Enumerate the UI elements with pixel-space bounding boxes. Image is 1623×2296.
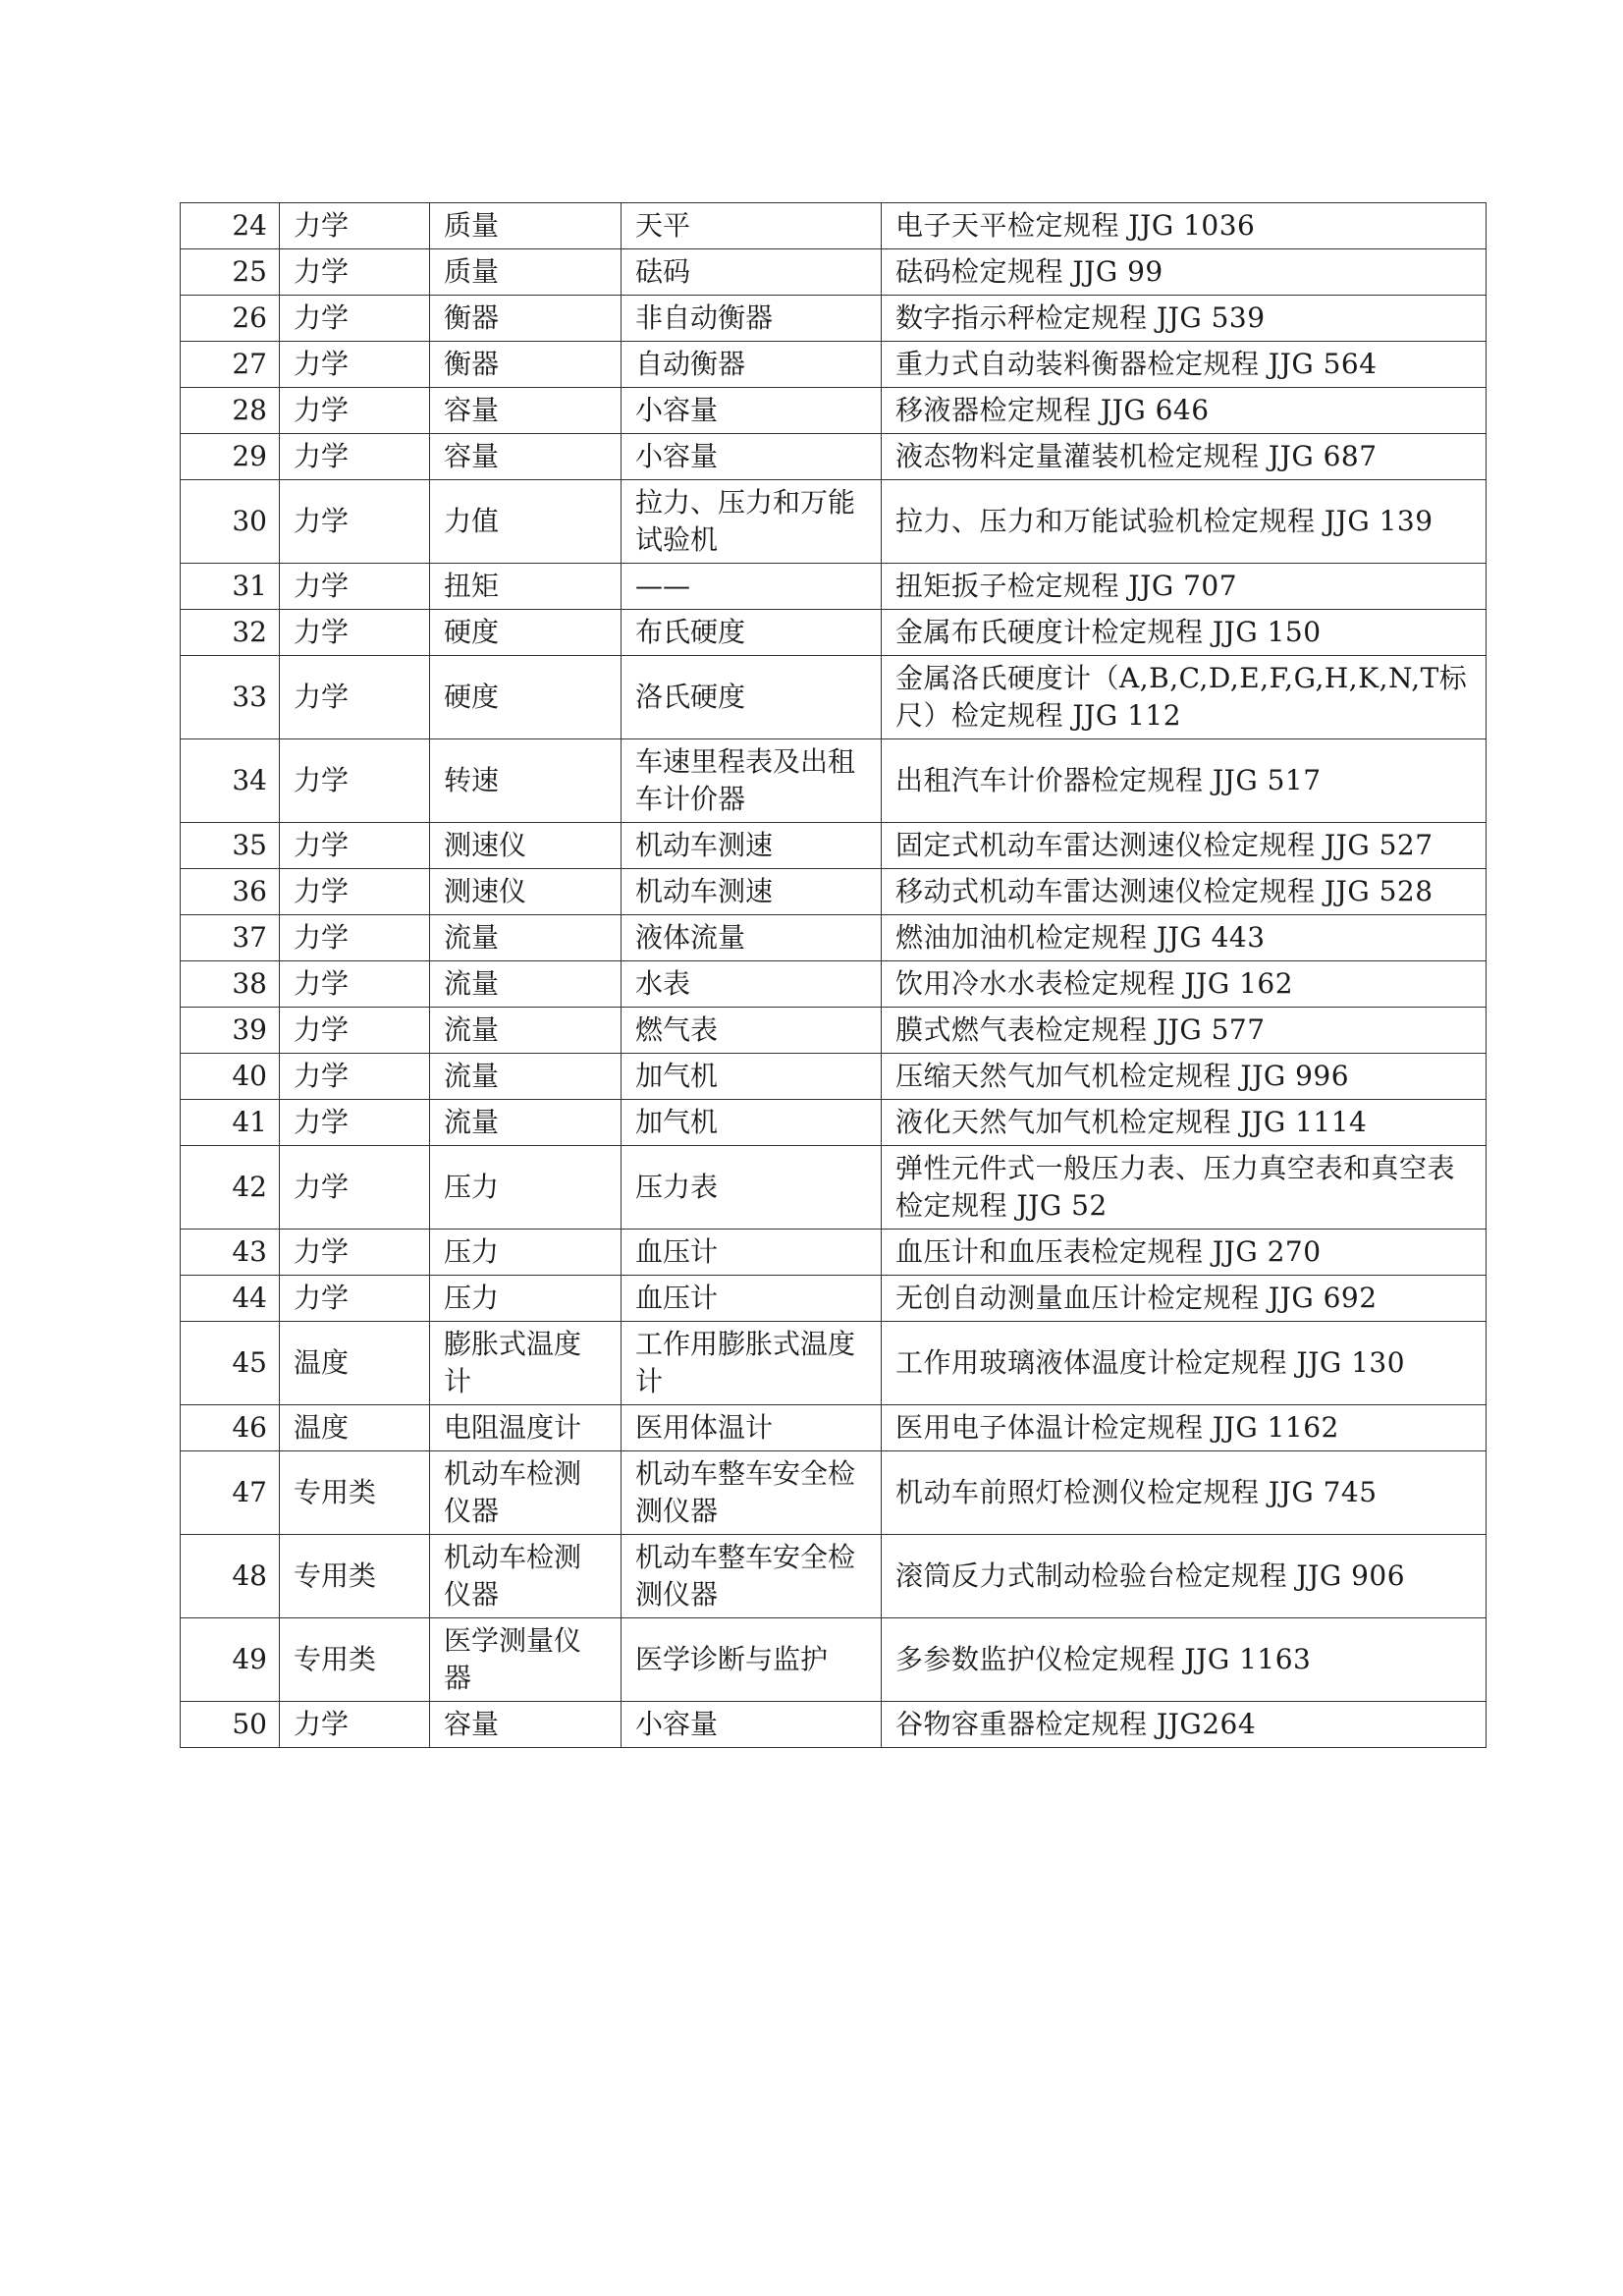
field-cell: 专用类 (280, 1451, 430, 1535)
standard-cell: 液化天然气加气机检定规程 JJG 1114 (882, 1100, 1487, 1146)
category-cell: 电阻温度计 (430, 1405, 622, 1451)
table-row (181, 915, 1487, 961)
field-cell: 专用类 (280, 1535, 430, 1618)
field-cell: 力学 (280, 434, 430, 480)
item-cell: 血压计 (622, 1276, 882, 1322)
category-cell: 容量 (430, 434, 622, 480)
item-cell: 小容量 (622, 388, 882, 434)
standard-cell: 移液器检定规程 JJG 646 (882, 388, 1487, 434)
category-cell: 机动车检测仪器 (430, 1451, 622, 1535)
item-cell: 小容量 (622, 434, 882, 480)
category-cell: 流量 (430, 1054, 622, 1100)
table-row (181, 342, 1487, 388)
row-number-cell: 39 (181, 1008, 280, 1054)
field-cell: 力学 (280, 961, 430, 1008)
table-row (181, 1535, 1487, 1618)
item-cell: 机动车测速 (622, 823, 882, 869)
table-row (181, 1276, 1487, 1322)
item-cell: 自动衡器 (622, 342, 882, 388)
field-cell: 力学 (280, 388, 430, 434)
item-cell: 拉力、压力和万能试验机 (622, 480, 882, 564)
field-cell: 力学 (280, 656, 430, 739)
standard-cell: 饮用冷水水表检定规程 JJG 162 (882, 961, 1487, 1008)
standard-cell: 金属布氏硬度计检定规程 JJG 150 (882, 610, 1487, 656)
field-cell: 力学 (280, 915, 430, 961)
row-number-cell: 34 (181, 739, 280, 823)
category-cell: 转速 (430, 739, 622, 823)
table-row (181, 1008, 1487, 1054)
table-row (181, 249, 1487, 296)
table-body (181, 203, 1487, 1748)
standard-cell: 液态物料定量灌装机检定规程 JJG 687 (882, 434, 1487, 480)
category-cell: 流量 (430, 915, 622, 961)
table-row (181, 434, 1487, 480)
row-number-cell: 28 (181, 388, 280, 434)
table-row (181, 961, 1487, 1008)
standard-cell: 血压计和血压表检定规程 JJG 270 (882, 1230, 1487, 1276)
table-row (181, 656, 1487, 739)
field-cell: 温度 (280, 1405, 430, 1451)
field-cell: 力学 (280, 739, 430, 823)
row-number-cell: 48 (181, 1535, 280, 1618)
field-cell: 力学 (280, 1100, 430, 1146)
standard-cell: 燃油加油机检定规程 JJG 443 (882, 915, 1487, 961)
standard-cell: 谷物容重器检定规程 JJG264 (882, 1702, 1487, 1748)
item-cell: 车速里程表及出租车计价器 (622, 739, 882, 823)
row-number-cell: 45 (181, 1322, 280, 1405)
row-number-cell: 26 (181, 296, 280, 342)
item-cell: 非自动衡器 (622, 296, 882, 342)
table-row (181, 296, 1487, 342)
category-cell: 力值 (430, 480, 622, 564)
category-cell: 扭矩 (430, 564, 622, 610)
field-cell: 力学 (280, 342, 430, 388)
item-cell: 燃气表 (622, 1008, 882, 1054)
category-cell: 流量 (430, 961, 622, 1008)
field-cell: 力学 (280, 480, 430, 564)
item-cell: 压力表 (622, 1146, 882, 1230)
item-cell: 洛氏硬度 (622, 656, 882, 739)
category-cell: 压力 (430, 1276, 622, 1322)
row-number-cell: 27 (181, 342, 280, 388)
row-number-cell: 35 (181, 823, 280, 869)
item-cell: 医用体温计 (622, 1405, 882, 1451)
field-cell: 力学 (280, 1702, 430, 1748)
standard-cell: 无创自动测量血压计检定规程 JJG 692 (882, 1276, 1487, 1322)
item-cell: 天平 (622, 203, 882, 249)
row-number-cell: 41 (181, 1100, 280, 1146)
category-cell: 质量 (430, 249, 622, 296)
standard-cell: 固定式机动车雷达测速仪检定规程 JJG 527 (882, 823, 1487, 869)
category-cell: 容量 (430, 1702, 622, 1748)
table-row (181, 610, 1487, 656)
item-cell: 加气机 (622, 1054, 882, 1100)
row-number-cell: 38 (181, 961, 280, 1008)
row-number-cell: 25 (181, 249, 280, 296)
row-number-cell: 47 (181, 1451, 280, 1535)
category-cell: 衡器 (430, 342, 622, 388)
row-number-cell: 42 (181, 1146, 280, 1230)
row-number-cell: 24 (181, 203, 280, 249)
standard-cell: 砝码检定规程 JJG 99 (882, 249, 1487, 296)
table-row (181, 869, 1487, 915)
item-cell: 机动车测速 (622, 869, 882, 915)
item-cell: 医学诊断与监护 (622, 1618, 882, 1702)
standard-cell: 医用电子体温计检定规程 JJG 1162 (882, 1405, 1487, 1451)
row-number-cell: 44 (181, 1276, 280, 1322)
row-number-cell: 37 (181, 915, 280, 961)
table-row (181, 1054, 1487, 1100)
field-cell: 力学 (280, 1054, 430, 1100)
item-cell: 液体流量 (622, 915, 882, 961)
item-cell: 机动车整车安全检测仪器 (622, 1451, 882, 1535)
table-row (181, 1405, 1487, 1451)
row-number-cell: 36 (181, 869, 280, 915)
category-cell: 测速仪 (430, 823, 622, 869)
item-cell: 加气机 (622, 1100, 882, 1146)
category-cell: 容量 (430, 388, 622, 434)
category-cell: 压力 (430, 1230, 622, 1276)
table-row (181, 1702, 1487, 1748)
field-cell: 力学 (280, 1146, 430, 1230)
table-row (181, 203, 1487, 249)
table-row (181, 480, 1487, 564)
item-cell: 布氏硬度 (622, 610, 882, 656)
field-cell: 力学 (280, 249, 430, 296)
category-cell: 质量 (430, 203, 622, 249)
standard-cell: 工作用玻璃液体温度计检定规程 JJG 130 (882, 1322, 1487, 1405)
item-cell: 砝码 (622, 249, 882, 296)
field-cell: 力学 (280, 1008, 430, 1054)
field-cell: 力学 (280, 869, 430, 915)
table-row (181, 388, 1487, 434)
field-cell: 力学 (280, 823, 430, 869)
category-cell: 医学测量仪器 (430, 1618, 622, 1702)
table-row (181, 1230, 1487, 1276)
row-number-cell: 40 (181, 1054, 280, 1100)
row-number-cell: 32 (181, 610, 280, 656)
standard-cell: 机动车前照灯检测仪检定规程 JJG 745 (882, 1451, 1487, 1535)
field-cell: 专用类 (280, 1618, 430, 1702)
field-cell: 力学 (280, 564, 430, 610)
item-cell: 机动车整车安全检测仪器 (622, 1535, 882, 1618)
standard-cell: 弹性元件式一般压力表、压力真空表和真空表检定规程 JJG 52 (882, 1146, 1487, 1230)
item-cell: 水表 (622, 961, 882, 1008)
table-row (181, 1322, 1487, 1405)
table-row (181, 1451, 1487, 1535)
table-row (181, 1100, 1487, 1146)
category-cell: 膨胀式温度计 (430, 1322, 622, 1405)
item-cell: 小容量 (622, 1702, 882, 1748)
row-number-cell: 49 (181, 1618, 280, 1702)
item-cell: 工作用膨胀式温度计 (622, 1322, 882, 1405)
standard-cell: 扭矩扳子检定规程 JJG 707 (882, 564, 1487, 610)
category-cell: 机动车检测仪器 (430, 1535, 622, 1618)
field-cell: 力学 (280, 296, 430, 342)
standard-cell: 滚筒反力式制动检验台检定规程 JJG 906 (882, 1535, 1487, 1618)
table-row (181, 823, 1487, 869)
field-cell: 力学 (280, 1230, 430, 1276)
field-cell: 温度 (280, 1322, 430, 1405)
table-row (181, 1618, 1487, 1702)
standard-cell: 重力式自动装料衡器检定规程 JJG 564 (882, 342, 1487, 388)
standard-cell: 多参数监护仪检定规程 JJG 1163 (882, 1618, 1487, 1702)
row-number-cell: 30 (181, 480, 280, 564)
category-cell: 测速仪 (430, 869, 622, 915)
table-row (181, 564, 1487, 610)
category-cell: 流量 (430, 1008, 622, 1054)
standard-cell: 膜式燃气表检定规程 JJG 577 (882, 1008, 1487, 1054)
row-number-cell: 50 (181, 1702, 280, 1748)
table-row (181, 1146, 1487, 1230)
table-row (181, 739, 1487, 823)
field-cell: 力学 (280, 1276, 430, 1322)
standard-cell: 压缩天然气加气机检定规程 JJG 996 (882, 1054, 1487, 1100)
item-cell: 血压计 (622, 1230, 882, 1276)
category-cell: 压力 (430, 1146, 622, 1230)
category-cell: 硬度 (430, 656, 622, 739)
row-number-cell: 46 (181, 1405, 280, 1451)
category-cell: 衡器 (430, 296, 622, 342)
standard-cell: 出租汽车计价器检定规程 JJG 517 (882, 739, 1487, 823)
standard-cell: 数字指示秤检定规程 JJG 539 (882, 296, 1487, 342)
standard-cell: 电子天平检定规程 JJG 1036 (882, 203, 1487, 249)
field-cell: 力学 (280, 610, 430, 656)
standard-cell: 拉力、压力和万能试验机检定规程 JJG 139 (882, 480, 1487, 564)
standard-cell: 金属洛氏硬度计（A,B,C,D,E,F,G,H,K,N,T标尺）检定规程 JJG 112 (882, 656, 1487, 739)
row-number-cell: 43 (181, 1230, 280, 1276)
row-number-cell: 31 (181, 564, 280, 610)
verification-regulations-table (180, 202, 1487, 1748)
category-cell: 硬度 (430, 610, 622, 656)
field-cell: 力学 (280, 203, 430, 249)
category-cell: 流量 (430, 1100, 622, 1146)
standard-cell: 移动式机动车雷达测速仪检定规程 JJG 528 (882, 869, 1487, 915)
row-number-cell: 33 (181, 656, 280, 739)
item-cell: —— (622, 564, 882, 610)
row-number-cell: 29 (181, 434, 280, 480)
